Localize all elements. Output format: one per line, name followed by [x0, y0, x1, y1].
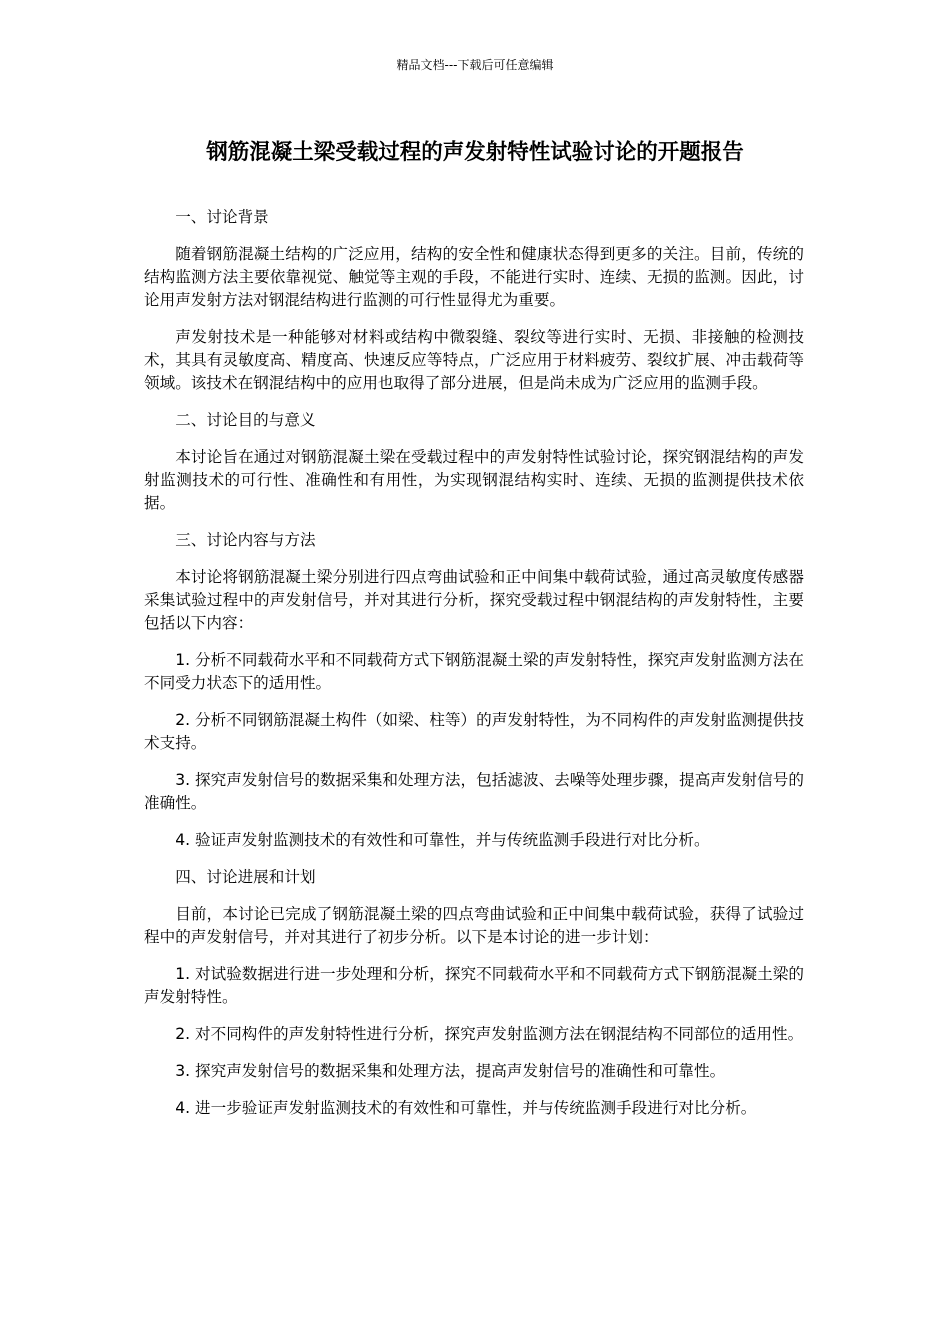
paragraph-progress-intro: 目前，本讨论已完成了钢筋混凝土梁的四点弯曲试验和正中间集中载荷试验，获得了试验过程中的声发射信号，并对其进行了初步分析。以下是本讨论的进一步计划： [144, 905, 804, 946]
content-list-item-1: 1. 分析不同载荷水平和不同载荷方式下钢筋混凝土梁的声发射特性，探究声发射监测方法在不同受力状态下的适用性。 [144, 651, 804, 692]
content-list-item-2: 2. 分析不同钢筋混凝土构件（如梁、柱等）的声发射特性，为不同构件的声发射监测提供技术支持。 [144, 711, 804, 752]
paragraph-content-intro: 本讨论将钢筋混凝土梁分别进行四点弯曲试验和正中间集中载荷试验，通过高灵敏度传感器采集试验过程中的声发射信号，并对其进行分析，探究受载过程中钢混结构的声发射特性，主要包括以下内容： [144, 568, 804, 632]
section-heading-content-method: 三、讨论内容与方法 [175, 531, 316, 549]
document-body [144, 206, 804, 1134]
section-heading-background: 一、讨论背景 [175, 208, 269, 226]
document-title: 钢筋混凝土梁受载过程的声发射特性试验讨论的开题报告 [206, 140, 744, 165]
paragraph-background-1: 随着钢筋混凝土结构的广泛应用，结构的安全性和健康状态得到更多的关注。目前，传统的结构监测方法主要依靠视觉、触觉等主观的手段，不能进行实时、连续、无损的监测。因此，讨论用声发射方法对钢混结构进行监测的可行性显得尤为重要。 [144, 245, 804, 309]
plan-list-item-4: 4. 进一步验证声发射监测技术的有效性和可靠性，并与传统监测手段进行对比分析。 [175, 1099, 757, 1117]
section-heading-purpose: 二、讨论目的与意义 [175, 411, 316, 429]
paragraph-background-2: 声发射技术是一种能够对材料或结构中微裂缝、裂纹等进行实时、无损、非接触的检测技术，其具有灵敏度高、精度高、快速反应等特点，广泛应用于材料疲劳、裂纹扩展、冲击载荷等领域。该技术在钢混结构中的应用也取得了部分进展，但是尚未成为广泛应用的监测手段。 [144, 328, 804, 392]
plan-list-item-1: 1. 对试验数据进行进一步处理和分析，探究不同载荷水平和不同载荷方式下钢筋混凝土梁的声发射特性。 [144, 965, 804, 1006]
plan-list-item-2: 2. 对不同构件的声发射特性进行分析，探究声发射监测方法在钢混结构不同部位的适用性。 [175, 1025, 804, 1043]
section-heading-progress-plan: 四、讨论进展和计划 [175, 868, 316, 886]
page-header-note: 精品文档---下载后可任意编辑 [396, 58, 554, 72]
content-list-item-3: 3. 探究声发射信号的数据采集和处理方法，包括滤波、去噪等处理步骤，提高声发射信号的准确性。 [144, 771, 804, 812]
paragraph-purpose: 本讨论旨在通过对钢筋混凝土梁在受载过程中的声发射特性试验讨论，探究钢混结构的声发射监测技术的可行性、准确性和有用性，为实现钢混结构实时、连续、无损的监测提供技术依据。 [144, 448, 804, 512]
content-list-item-4: 4. 验证声发射监测技术的有效性和可靠性，并与传统监测手段进行对比分析。 [175, 831, 710, 849]
plan-list-item-3: 3. 探究声发射信号的数据采集和处理方法，提高声发射信号的准确性和可靠性。 [175, 1062, 726, 1080]
